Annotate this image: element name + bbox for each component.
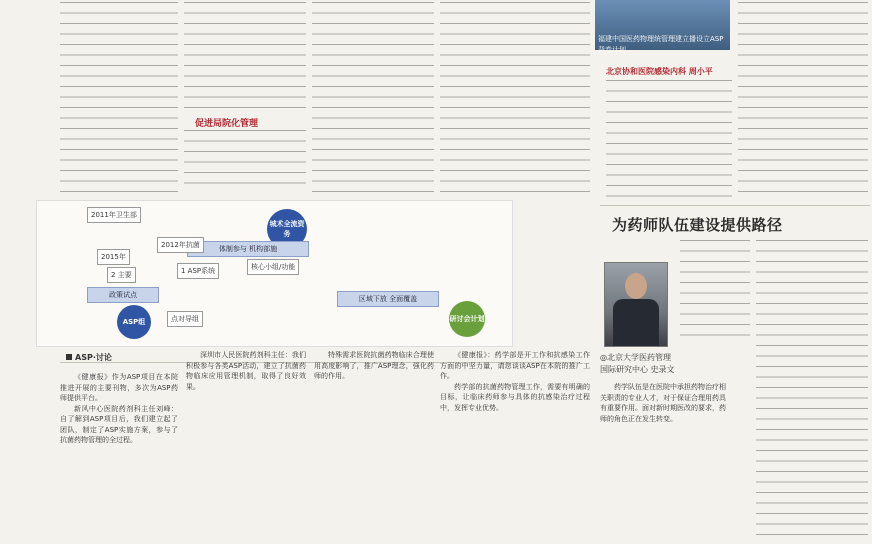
text-column-4 [440,2,590,192]
diagram-center-band: 体制参与 机构部施 [187,241,309,257]
diagram-timeline-4: 2 主要 [107,267,136,283]
right-text-column-c [680,240,750,340]
col1-intro: 《健康报》作为ASP项目在本院推进开展的主要刊物，多次为ASP药师提供平台。 [60,373,178,402]
right-text-column-a [606,80,732,200]
diagram-right-circle: 研讨会计划 [449,301,485,337]
asp-diagram [36,200,513,347]
right-col-body-text: 药学队伍是在医院中承担药物治疗相关职责的专业人才，对于保证合理用药具有重要作用。面对新时期医改的要求，药师的角色正在发生转变。 [600,383,726,423]
column-tag-label: ASP·讨论 [75,353,112,362]
right-text-column-b [738,2,868,200]
diagram-left-circle: ASP组 [117,305,151,339]
col3-body: 特殊需求医院抗菌药物临床合理使用高度影响了，推广ASP理念，强化药师的作用。 [314,351,434,380]
diagram-top-circle: 城术全流资务 [267,209,307,249]
diagram-timeline-1: 2011年卫生部 [87,207,141,223]
lower-column-4 [440,350,590,542]
author-head [625,273,647,299]
author-body [613,299,659,346]
diagram-mid-label: 核心小组/功能 [247,259,299,275]
title-rule [600,205,870,206]
col2-body: 深圳市人民医院药剂科主任：我们积极参与各类ASP活动，建立了抗菌药物临床应用管理机制，取得了良好效果。 [186,351,306,391]
author-caption-1: ◎北京大学医药管理 [600,353,671,362]
diagram-timeline-2: 2012年抗菌 [157,237,204,253]
text-column-3 [312,2,434,192]
blue-caption: 福建中国医药物理统管理建立播设立ASP背卷计划 [598,35,724,54]
col1-body: 新风中心医院药剂科主任刘峰：自了解到ASP项目后，我们建立起了团队，制定了ASP实施方案，参与了抗菌药物管理的全过程。 [60,404,178,444]
lower-column-2 [186,350,306,542]
text-column-1 [60,2,178,192]
text-column-2 [184,2,306,112]
right-column-body [600,382,726,542]
author-photo [604,262,668,347]
lower-column-3 [314,350,434,542]
col5-body: 药学部的抗菌药物管理工作，需要有明确的目标，让临床药师参与具体的抗感染治疗过程中，发挥专业优势。 [440,382,590,412]
diagram-right-band: 区域下放 全面覆盖 [337,291,439,307]
lower-column-1 [60,372,178,542]
diagram-bottom-left: 点对导组 [167,311,203,327]
text-column-2b [184,130,306,192]
article-title: 为药师队伍建设提供路径 [612,216,783,234]
diagram-timeline-5: 1 ASP系统 [177,263,219,279]
diagram-left-bottom: 政策试点 [87,287,159,303]
right-top-caption: 北京协和医院感染内科 周小平 [606,67,713,76]
author-caption-2: 国际研究中心 史录文 [600,365,675,374]
col4-body: 《健康报》：药学部是开工作和抗感染工作方面的中坚力量，请您谈谈ASP在本院的推广工作。 [440,351,590,380]
section-heading-left: 促进局院化管理 [195,119,259,129]
diagram-timeline-3: 2015年 [97,249,130,265]
tag-square-icon [66,354,72,360]
right-text-column-d [756,240,868,542]
